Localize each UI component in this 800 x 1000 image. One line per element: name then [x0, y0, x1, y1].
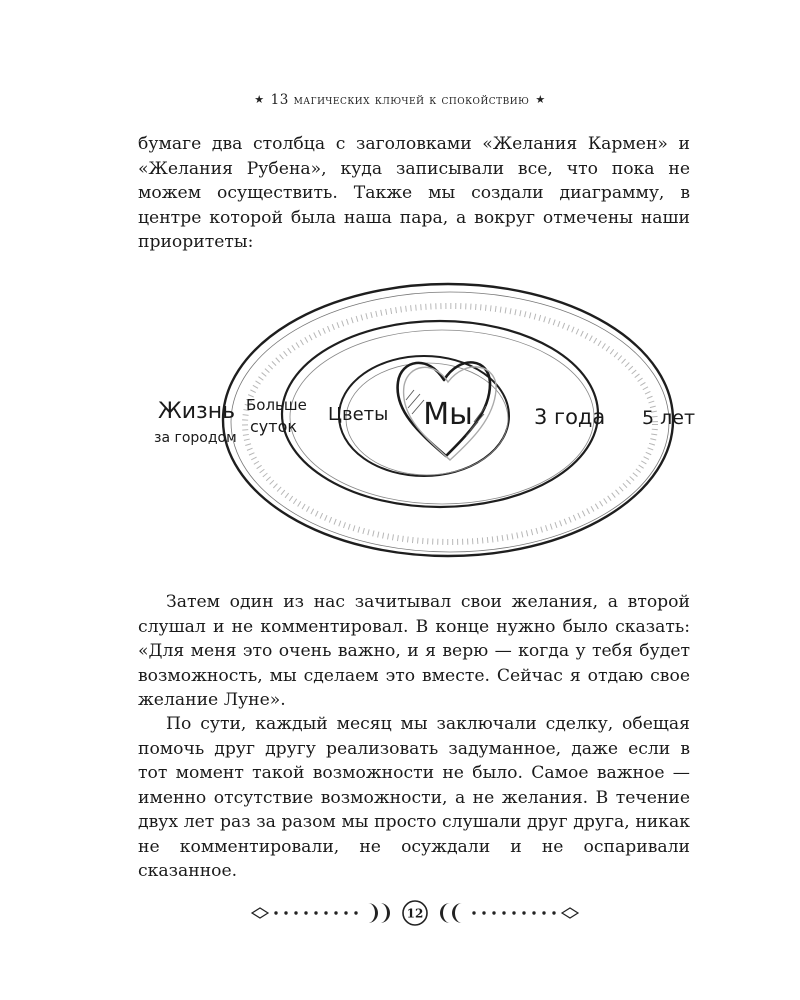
dot-row-right: [472, 911, 555, 914]
label-outer-right: 5 лет: [642, 407, 696, 429]
label-far-left-line2: за городом: [154, 430, 237, 446]
label-outer-left-line1: Больше: [246, 396, 307, 414]
book-title: 13 магических ключей к спокойствию: [270, 92, 530, 108]
crescent-moon-icon: [380, 903, 390, 923]
label-far-left-line1: Жизнь: [158, 399, 236, 424]
crescent-moon-icon: [368, 903, 378, 923]
page-footer-ornament: [250, 898, 580, 928]
paragraph: По сути, каждый месяц мы заключали сделку, обещая помочь друг другу реализовать задуманное, даже если в тот момент такой возможности не было. Самое важное — именно отсутствие возможности, а не желания. В течение двух лет раз за разом мы просто слушали друг друга, никак не комментировали, не осуждали и не оспаривали сказанное.: [138, 714, 690, 881]
running-head: [0, 92, 800, 108]
star-icon: ★: [535, 93, 546, 106]
star-icon: ★: [254, 93, 265, 106]
label-inner-left: Цветы: [328, 404, 389, 425]
paragraph: Затем один из нас зачитывал свои желания, а второй слушал и не комментировал. В конце нужно было сказать: «Для меня это очень важно, и я верю — когда у тебя будет возможность, мы сделаем это вместе. Сейчас я отдаю свое желание Луне».: [138, 592, 690, 710]
priorities-diagram: [138, 272, 698, 572]
label-center: Мы: [423, 397, 473, 432]
label-inner-right: 3 года: [534, 405, 606, 429]
crescent-moon-icon: [440, 903, 450, 923]
page-number: 12: [406, 906, 424, 921]
label-outer-left-line2: суток: [250, 417, 298, 436]
crescent-moon-icon: [452, 903, 462, 923]
diamond-icon: [252, 908, 268, 918]
paragraph: бумаге два столбца с заголовками «Желания Кармен» и «Желания Рубена», куда записывали все, что пока не можем осуществить. Также мы создали диаграмму, в центре которой была наша пара, а вокруг отмечены наши приоритеты:: [138, 134, 690, 252]
dot-row-left: [274, 911, 357, 914]
diamond-icon: [562, 908, 578, 918]
